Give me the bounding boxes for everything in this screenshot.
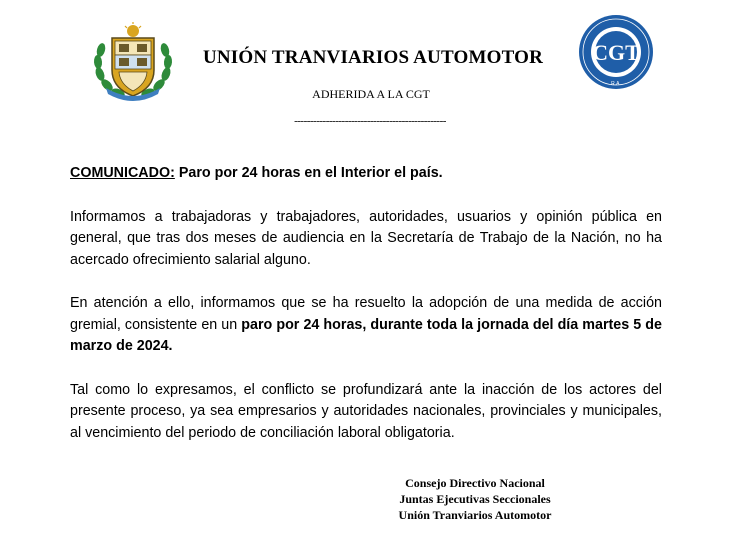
paragraph-2-emphasis: paro por 24 horas, durante toda la jornada del día martes 5 de marzo de 2024. [70,316,662,354]
communique-title: Paro por 24 horas en el Interior el país. [178,165,443,181]
paragraph-2-text: En atención a ello, informamos que se ha resuelto la adopción de una medida de acción gremial, consistente en un [70,295,662,333]
organization-subtitle: ADHERIDA A LA CGT [312,87,430,101]
organization-title: UNIÓN TRANVIARIOS AUTOMOTOR [202,47,544,68]
signature-line-3: Unión Tranviarios Automotor [398,508,552,522]
signature-block [360,475,590,523]
cgt-seal-letters: CGT [592,40,640,65]
communique-heading [70,163,662,185]
paragraph-3: Tal como lo expresamos, el conflicto se profundizará ante la inacción de los actores del presente proceso, ya sea empresarios y autoridades nacionales, provinciales y municipales, al vencimiento del periodo de conciliación laboral obligatoria. [70,381,662,441]
paragraph-1: Informamos a trabajadoras y trabajadores, autoridades, usuarios y opinión pública en general, que tras dos meses de audiencia en la Secretaría de Trabajo de la Nación, no ha acercado ofrecimiento salarial alguno. [70,208,662,268]
communique-label: COMUNICADO: [70,165,175,181]
header-divider: ------------------------------------------------ [294,115,446,127]
signature-line-1: Consejo Directivo Nacional [405,476,545,490]
signature-line-2: Juntas Ejecutivas Seccionales [399,492,551,506]
paragraph-2 [70,293,662,358]
cgt-seal-country: R.A. [611,81,621,87]
document-body [70,163,662,466]
